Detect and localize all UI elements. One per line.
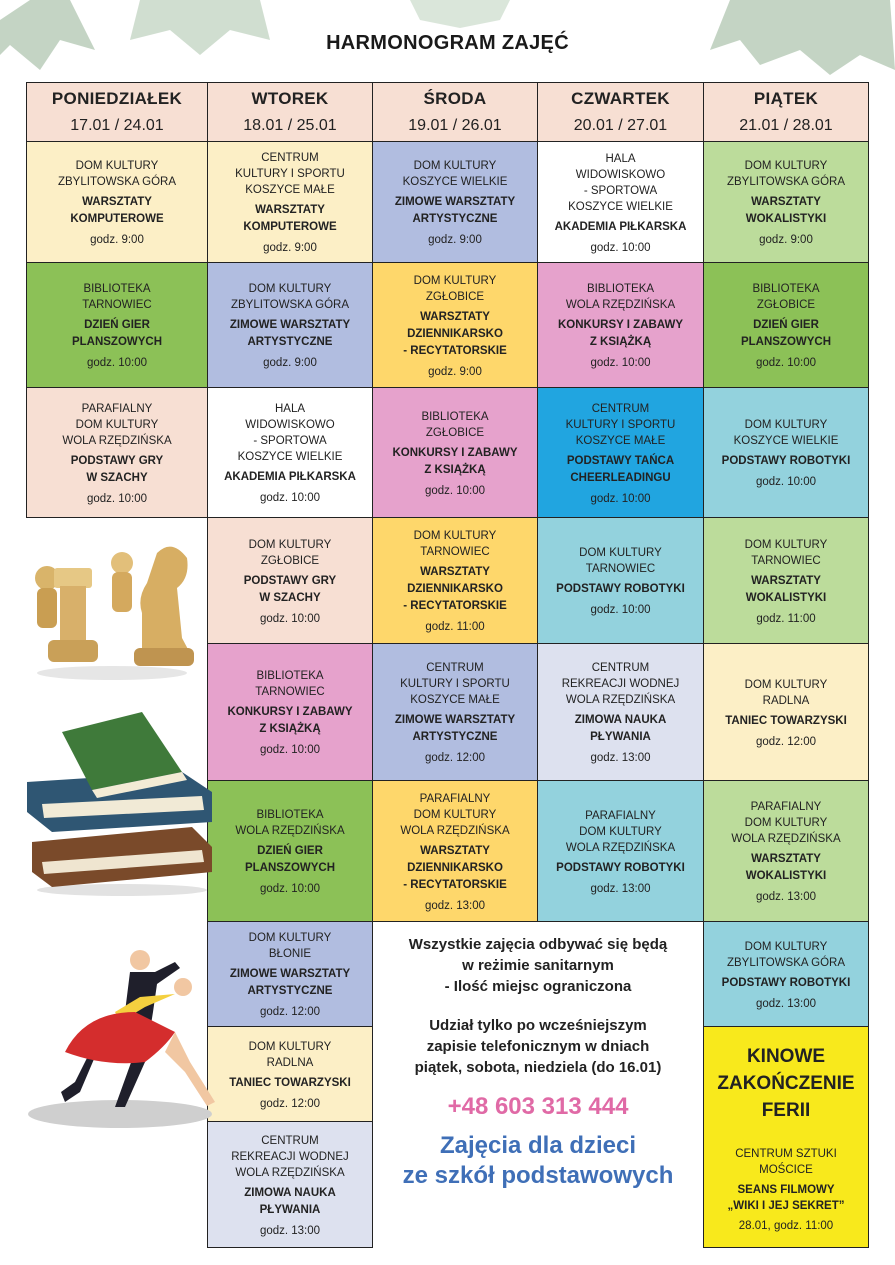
cell-activity: WARSZTATY KOMPUTEROWE [243,204,337,233]
cell-time: godz. 11:00 [756,612,816,625]
cell-activity: KONKURSY I ZABAWY Z KSIĄŻKĄ [557,319,684,348]
schedule-cell [703,517,869,644]
cell-activity: WARSZTATY WOKALISTYKI [745,853,827,882]
cell-activity: WARSZTATY WOKALISTYKI [745,196,827,225]
schedule-cell [207,1026,373,1122]
cell-place: DOM KULTURY TARNOWIEC [413,530,497,558]
cell-activity: PODSTAWY GRY W SZACHY [70,454,164,484]
cell-time: godz. 10:00 [590,241,651,254]
cell-time: godz. 13:00 [590,752,651,764]
day-header-tuesday [207,82,373,142]
schedule-cell [703,141,869,263]
schedule-cell [537,517,704,644]
day-dates: 19.01 / 26.01 [408,117,502,134]
day-dates: 17.01 / 24.01 [70,117,164,134]
cell-time: godz. 12:00 [424,752,486,764]
cell-time: godz. 11:00 [425,621,485,633]
schedule-cell [703,387,869,518]
cell-time: godz. 10:00 [755,357,817,369]
cell-place: DOM KULTURY ZBYLITOWSKA GÓRA [230,283,349,311]
cell-place: CENTRUM REKREACJI WODNEJ WOLA RZĘDZIŃSKA [231,1134,349,1179]
cell-time: godz. 9:00 [428,234,482,246]
cell-place: HALA WIDOWISKOWO - SPORTOWA KOSZYCE WIELKIE [237,403,343,463]
cell-time: godz. 10:00 [590,604,651,616]
day-dates: 20.01 / 27.01 [573,117,668,134]
schedule-cell [703,643,869,781]
kino-time: 28.01, godz. 11:00 [738,1219,834,1232]
cell-place: PARAFIALNY DOM KULTURY WOLA RZĘDZIŃSKA [731,801,841,845]
cell-place: BIBLIOTEKA ZGŁOBICE [421,410,489,439]
cell-time: godz. 13:00 [590,882,651,895]
cell-place: HALA WIDOWISKOWO - SPORTOWA KOSZYCE WIELKIE [568,152,673,213]
cell-activity: DZIEŃ GIER PLANSZOWYCH [244,845,336,874]
schedule-cell [207,141,373,263]
cell-activity: PODSTAWY GRY W SZACHY [243,574,337,604]
schedule-cell [207,262,373,388]
day-name: CZWARTEK [571,89,670,108]
schedule-cell [537,387,704,518]
cell-activity: PODSTAWY ROBOTYKI [556,583,685,595]
schedule-cell [26,141,208,263]
cell-activity: TANIEC TOWARZYSKI [725,714,847,727]
day-header-friday [703,82,869,142]
kids-info: ze szkół podstawowych [402,1162,674,1189]
cell-activity: ZIMOWA NAUKA PŁYWANIA [574,714,667,743]
cell-time: godz. 10:00 [86,492,148,505]
day-name: PONIEDZIAŁEK [51,89,183,108]
cell-place: PARAFIALNY DOM KULTURY WOLA RZĘDZIŃSKA [400,792,510,837]
day-header-wednesday [372,82,538,142]
cell-place: DOM KULTURY TARNOWIEC [744,538,828,567]
cell-time: godz. 10:00 [259,612,321,625]
cell-activity: ZIMOWE WARSZTATY ARTYSTYCZNE [394,714,516,743]
day-name: WTOREK [251,89,329,108]
cell-place: DOM KULTURY BŁONIE [248,932,332,960]
cell-activity: KONKURSY I ZABAWY Z KSIĄŻKĄ [227,706,353,735]
cell-place: CENTRUM KULTURY I SPORTU KOSZYCE MAŁE [565,402,676,447]
schedule-cell [207,643,373,781]
cell-activity: ZIMOWA NAUKA PŁYWANIA [244,1186,336,1216]
kino-title: KINOWE ZAKOŃCZENIE FERII [717,1045,855,1121]
cell-place: DOM KULTURY ZGŁOBICE [413,274,497,303]
cell-time: godz. 10:00 [755,476,817,488]
schedule-cell [207,921,373,1027]
cell-activity: DZIEŃ GIER PLANSZOWYCH [740,319,832,348]
schedule-cell [372,387,538,518]
cell-activity: WARSZTATY DZIENNIKARSKO - RECYTATORSKIE [403,566,507,612]
day-header-thursday [537,82,704,142]
phone-number: +48 603 313 444 [447,1093,629,1120]
cell-time: godz. 13:00 [755,997,817,1010]
schedule-cell [372,517,538,644]
tree-decoration-center2 [400,0,520,30]
cell-place: DOM KULTURY ZGŁOBICE [248,538,332,567]
schedule-cell [703,921,869,1027]
cell-time: godz. 10:00 [259,744,321,756]
cell-place: CENTRUM REKREACJI WODNEJ WOLA RZĘDZIŃSKA [561,662,680,706]
cell-activity: PODSTAWY TAŃCA CHEERLEADINGU [566,454,675,484]
cell-place: BIBLIOTEKA TARNOWIEC [255,670,325,698]
cell-place: DOM KULTURY KOSZYCE WIELKIE [402,160,508,188]
cell-time: godz. 9:00 [90,234,144,246]
cell-time: godz. 12:00 [259,1006,321,1018]
cell-activity: TANIEC TOWARZYSKI [229,1076,351,1089]
cell-place: DOM KULTURY RADLNA [248,1040,332,1069]
cell-activity: PODSTAWY ROBOTYKI [556,861,685,874]
cell-activity: PODSTAWY ROBOTYKI [721,976,851,989]
day-dates: 21.01 / 28.01 [739,117,833,134]
cell-place: BIBLIOTEKA TARNOWIEC [82,283,152,311]
cell-time: godz. 10:00 [259,492,321,504]
cell-time: godz. 9:00 [263,242,317,254]
schedule-cell [372,780,538,922]
cell-time: godz. 10:00 [590,357,651,369]
cell-place: CENTRUM KULTURY I SPORTU KOSZYCE MAŁE [400,662,510,706]
cell-place: DOM KULTURY RADLNA [744,678,828,707]
cell-place: DOM KULTURY KOSZYCE WIELKIE [733,419,839,447]
kino-place: CENTRUM SZTUKI MOŚCICE [735,1147,837,1176]
schedule-cell [372,141,538,263]
cell-activity: ZIMOWE WARSZTATY ARTYSTYCZNE [229,968,351,997]
day-dates: 18.01 / 25.01 [243,117,337,134]
day-header-monday [26,82,208,142]
kino-cell [703,1026,869,1248]
schedule-cell [537,262,704,388]
schedule-cell [207,1121,373,1248]
cell-activity: WARSZTATY WOKALISTYKI [745,574,827,604]
cell-place: CENTRUM KULTURY I SPORTU KOSZYCE MAŁE [235,152,345,196]
cell-time: godz. 10:00 [86,357,148,369]
chess-pieces-illustration [22,528,202,683]
cell-time: godz. 12:00 [259,1097,321,1110]
schedule-cell [537,780,704,922]
cell-activity: WARSZTATY DZIENNIKARSKO - RECYTATORSKIE [403,844,507,891]
schedule-cell [703,262,869,388]
schedule-cell [372,643,538,781]
cell-place: DOM KULTURY ZBYLITOWSKA GÓRA [726,160,845,188]
schedule-cell [207,387,373,518]
schedule-cell [537,643,704,781]
schedule-cell [703,780,869,922]
schedule-cell [207,780,373,922]
schedule-cell [26,387,208,518]
cell-place: PARAFIALNY DOM KULTURY WOLA RZĘDZIŃSKA [62,402,172,447]
cell-time: godz. 13:00 [259,1224,321,1237]
page-title: HARMONOGRAM ZAJĘĆ [326,32,569,54]
cell-activity: WARSZTATY DZIENNIKARSKO - RECYTATORSKIE [403,310,507,357]
cell-place: DOM KULTURY ZBYLITOWSKA GÓRA [726,940,845,969]
cell-place: DOM KULTURY ZBYLITOWSKA GÓRA [57,160,176,188]
info-line: piątek, sobota, niedziela (do 16.01) [414,1059,662,1076]
kids-info: Zajęcia dla dzieci [439,1132,637,1159]
schedule-cell [537,141,704,263]
day-name: PIĄTEK [753,89,819,108]
cell-place: BIBLIOTEKA WOLA RZĘDZIŃSKA [235,809,345,837]
cell-activity: PODSTAWY ROBOTYKI [721,455,851,467]
cell-place: BIBLIOTEKA WOLA RZĘDZIŃSKA [565,283,676,311]
schedule-cell [207,517,373,644]
info-line: - Ilość miejsc ograniczona [444,978,632,995]
schedule-cell [26,262,208,388]
cell-activity: AKADEMIA PIŁKARSKA [224,471,356,483]
schedule-cell [372,262,538,388]
info-line: zapisie telefonicznym w dniach [426,1038,650,1055]
cell-activity: AKADEMIA PIŁKARSKA [554,220,687,233]
kino-activity: SEANS FILMOWY „WIKI I JEJ SEKRET” [727,1183,845,1212]
cell-time: godz. 13:00 [755,891,817,903]
cell-place: PARAFIALNY DOM KULTURY WOLA RZĘDZIŃSKA [565,809,676,854]
cell-place: DOM KULTURY TARNOWIEC [579,547,662,575]
cell-time: godz. 12:00 [755,735,817,748]
cell-activity: ZIMOWE WARSZTATY ARTYSTYCZNE [229,319,351,348]
cell-time: godz. 9:00 [428,365,482,378]
info-block [373,922,703,1248]
cell-activity: DZIEŃ GIER PLANSZOWYCH [71,319,163,348]
day-name: ŚRODA [423,89,487,108]
cell-activity: WARSZTATY KOMPUTEROWE [70,196,164,225]
cell-time: godz. 10:00 [259,883,321,895]
books-illustration [22,712,217,897]
cell-place: BIBLIOTEKA ZGŁOBICE [752,283,820,311]
info-line: Udział tylko po wcześniejszym [429,1017,647,1034]
info-line: w reżimie sanitarnym [462,957,614,974]
cell-time: godz. 9:00 [759,234,813,246]
cell-time: godz. 13:00 [424,899,486,912]
cell-time: godz. 9:00 [263,357,317,369]
cell-time: godz. 10:00 [424,484,486,497]
cell-activity: KONKURSY I ZABAWY Z KSIĄŻKĄ [392,446,518,476]
cell-time: godz. 10:00 [590,492,651,505]
info-line: Wszystkie zajęcia odbywać się będą [408,936,668,953]
dancers-illustration [25,942,215,1130]
cell-activity: ZIMOWE WARSZTATY ARTYSTYCZNE [394,196,516,225]
